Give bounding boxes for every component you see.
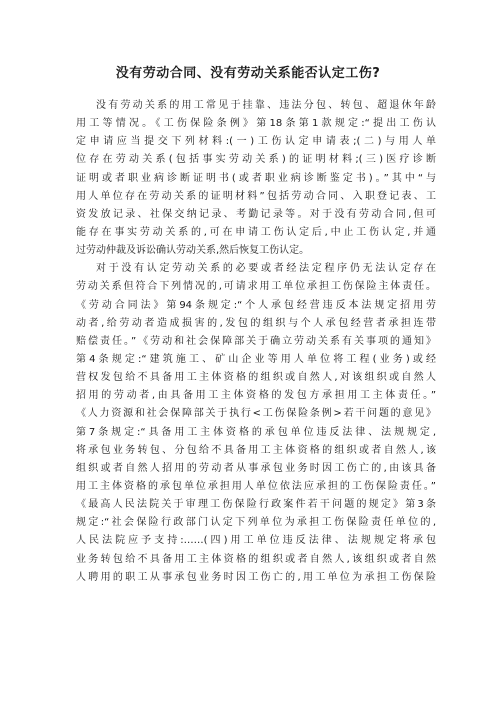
body-line: 第4条规定:“建筑施工、矿山企业等用人单位将工程(业务)或经 bbox=[76, 353, 436, 365]
body-line: 定申请应当提交下列材料:(一)工伤认定申请表;(二)与用人单 bbox=[76, 136, 436, 148]
body-line: 《人力资源和社会保障部关于执行<工伤保险条例>若干问题的意见》 bbox=[76, 408, 436, 420]
body-line: 没有劳动关系的用工常见于挂靠、违法分包、转包、超退休年龄 bbox=[96, 100, 436, 111]
body-line: 营权发包给不具备用工主体资格的组织或自然人,对该组织或自然人 bbox=[76, 372, 436, 384]
body-line: 位存在劳动关系(包括事实劳动关系)的证明材料;(三)医疗诊断 bbox=[76, 154, 436, 166]
body-line: 动者,给劳动者造成损害的,发包的组织与个人承包经营者承担连带 bbox=[76, 317, 436, 329]
document-title: 没有劳动合同、没有劳动关系能否认定工伤? bbox=[115, 66, 381, 81]
body-line: 《劳动合同法》第94条规定:“个人承包经营违反本法规定招用劳 bbox=[76, 299, 436, 311]
body-line: 赔偿责任。”《劳动和社会保障部关于确立劳动关系有关事项的通知》 bbox=[76, 335, 436, 347]
body-line: 能存在事实劳动关系的,可在申请工伤认定后,中止工伤认定,并通 bbox=[76, 226, 436, 238]
body-line: 用工等情况。《工伤保险条例》第18条第1款规定:“提出工伤认 bbox=[76, 118, 436, 130]
body-line: 业务转包给不具备用工主体资格的组织或者自然人,该组织或者自然 bbox=[76, 553, 436, 565]
body-line: 用人单位存在劳动关系的证明材料”包括劳动合同、入职登记表、工 bbox=[76, 190, 436, 202]
body-line: 规定:“社会保险行政部门认定下列单位为承担工伤保险责任单位的, bbox=[76, 517, 436, 529]
body-line: 证明或者职业病诊断证明书(或者职业病诊断鉴定书)。”其中“与 bbox=[76, 172, 436, 184]
body-line: 过劳动仲裁及诉讼确认劳动关系,然后恢复工伤认定。 bbox=[76, 245, 310, 257]
body-line: 人聘用的职工从事承包业务时因工伤亡的,用工单位为承担工伤保险 bbox=[76, 571, 436, 583]
document-body bbox=[76, 97, 436, 587]
body-line: 组织或者自然人招用的劳动者从事承包业务时因工伤亡的,由该具备 bbox=[76, 462, 436, 474]
body-line: 《最高人民法院关于审理工伤保险行政案件若干问题的规定》第3条 bbox=[76, 499, 436, 511]
body-line: 劳动关系但符合下列情况的,可请求用工单位承担工伤保险主体责任。 bbox=[76, 281, 436, 293]
body-line: 用工主体资格的承包单位承担用人单位依法应承担的工伤保险责任。” bbox=[76, 480, 436, 492]
body-line: 人民法院应予支持:……(四)用工单位违反法律、法规规定将承包 bbox=[76, 535, 436, 547]
body-line: 招用的劳动者,由具备用工主体资格的发包方承担用工主体责任。” bbox=[76, 390, 436, 402]
body-line: 对于没有认定劳动关系的必要或者经法定程序仍无法认定存在 bbox=[96, 263, 436, 275]
body-line: 第7条规定:“具备用工主体资格的承包单位违反法律、法规规定, bbox=[76, 426, 436, 438]
body-line: 将承包业务转包、分包给不具备用工主体资格的组织或者自然人,该 bbox=[76, 444, 436, 456]
body-line: 资发放记录、社保交纳记录、考勤记录等。对于没有劳动合同,但可 bbox=[76, 208, 436, 220]
